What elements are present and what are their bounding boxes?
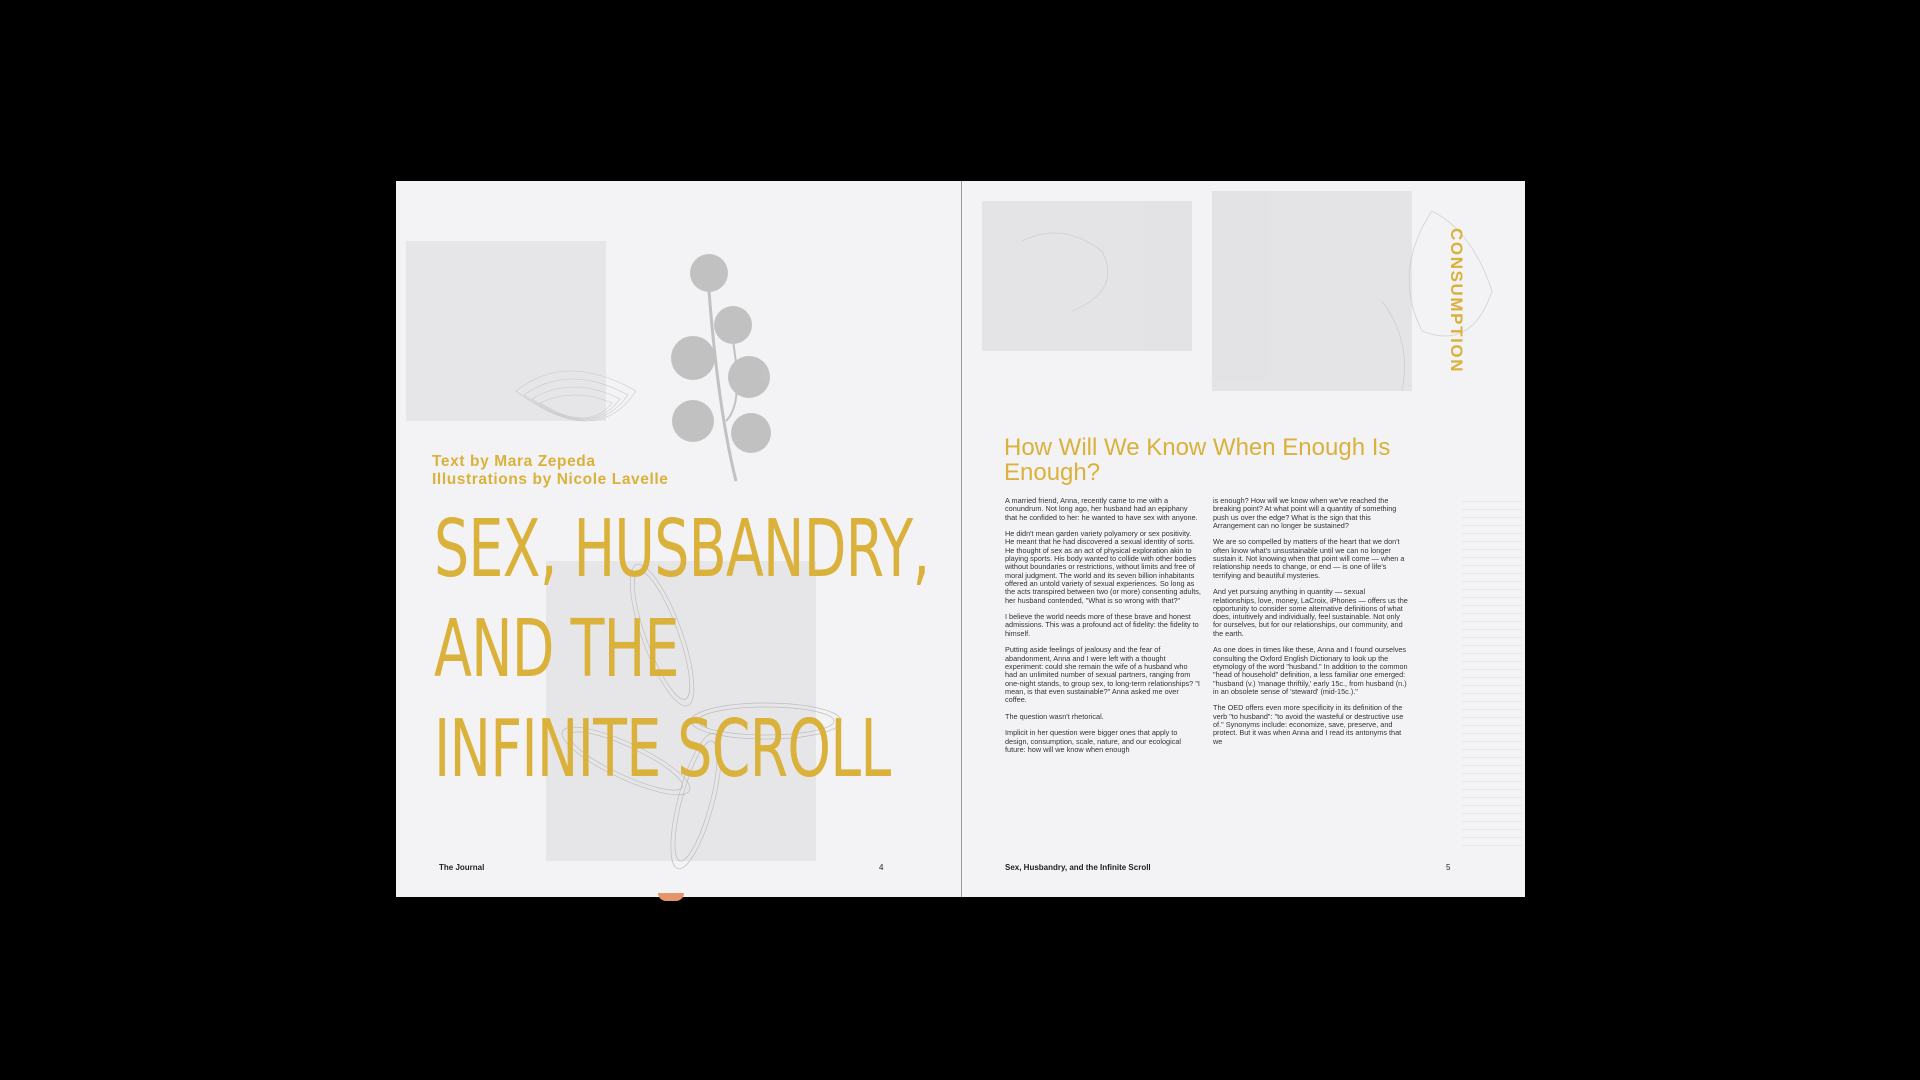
paragraph: And yet pursuing anything in quantity — sexual relationships, love, money, LaCroix, iPhones — offers us the opportunity to consider some alternative definitions of what does, intuitively and individually, feel sustainable. Not only for ourselves, but for our relationships, our community, and the earth.: [1213, 587, 1408, 638]
paragraph: Putting aside feelings of jealousy and the fear of abandonment, Anna and I were left with a thought experiment: could she remain the wife of a husband who had an unlimited number of sexual partners, ranging from one-night stands, to group sex, to long-term relationships? "I mean, is that even sustainable?" Anna asked me over coffee.: [1005, 645, 1200, 705]
page-number-right: 5: [1446, 863, 1451, 872]
section-tag-label: CONSUMPTION: [1447, 228, 1466, 374]
article-title: How Will We Know When Enough Is Enough?: [1004, 434, 1391, 486]
paragraph: We are so compelled by matters of the heart that we don't often know what's unsustainable until we can no longer sustain it. Not knowing when that point will come — when a relationship needs to change, or end — is one of life's terrifying and beautiful mysteries.: [1213, 537, 1405, 580]
headline-line-2: AND THE: [434, 603, 679, 695]
paragraph: He didn't mean garden variety polyamory or sex positivity. He meant that he had discovered a sexual identity of sorts. He thought of sex as an act of physical exploration akin to playing sports. His body wanted to collide with other bodies without boundaries or restrictions, without limits and free of moral judgment. The world and its seven billion inhabitants offered an untold variety of sexual experiences. So long as the acts transpired between two (or more) consenting adults, her husband contended, "What is so wrong with that?": [1005, 529, 1201, 605]
section-tag: [1446, 228, 1468, 408]
paragraph: I believe the world needs more of these brave and honest admissions. This was a profound act of fidelity: the fidelity to himself.: [1005, 612, 1199, 638]
headline-line-1: SEX, HUSBANDRY,: [434, 503, 930, 595]
page-number-left: 4: [879, 863, 884, 872]
byline: [432, 453, 669, 489]
publication-footer: The Journal: [439, 863, 485, 872]
running-title-footer: Sex, Husbandry, and the Infinite Scroll: [1005, 863, 1151, 872]
paragraph: A married friend, Anna, recently came to me with a conundrum. Not long ago, her husband had an epiphany that he confided to her: he wanted to have sex with anyone.: [1005, 497, 1198, 522]
article-headline: [434, 499, 929, 799]
paragraph: The question wasn't rhetorical.: [1005, 711, 1104, 721]
body-column-2: [1213, 497, 1409, 837]
author-credit: Text by Mara Zepeda: [432, 453, 596, 470]
body-column-1: [1005, 497, 1201, 832]
right-page: [962, 181, 1525, 897]
page-edge-tab: [658, 893, 684, 901]
left-page: [396, 181, 961, 897]
paragraph: As one does in times like these, Anna and I found ourselves consulting the Oxford English Dictionary to look up the etymology of the word "husband." In addition to the common "head of household" definition, a less familiar one emerged: "husband (v.) 'manage thriftily,' early 15c., from husband (n.) in an obsolete sense of 'steward' (mid-15c.).": [1213, 645, 1408, 696]
berry-branch-illustration: [671, 254, 771, 481]
paragraph: Implicit in her question were bigger ones that apply to design, consumption, scale, nature, and our ecological future: how will we know when enough: [1005, 728, 1182, 754]
illustrator-credit: Illustrations by Nicole Lavelle: [432, 471, 669, 488]
show-through-text: [1462, 501, 1522, 851]
paragraph: The OED offers even more specificity in its definition of the verb "to husband": "to avoid the wasteful or destructive use of." Synonyms include: economize, save, preserve, and protect. But it was when Anna and I read its antonyms that we: [1213, 703, 1404, 746]
headline-line-3: INFINITE SCROLL: [434, 703, 891, 795]
paragraph: is enough? How will we know when we've reached the breaking point? At what point will a quantity of something push us over the edge? What is the sign that this Arrangement can no longer be sustained?: [1213, 497, 1397, 530]
